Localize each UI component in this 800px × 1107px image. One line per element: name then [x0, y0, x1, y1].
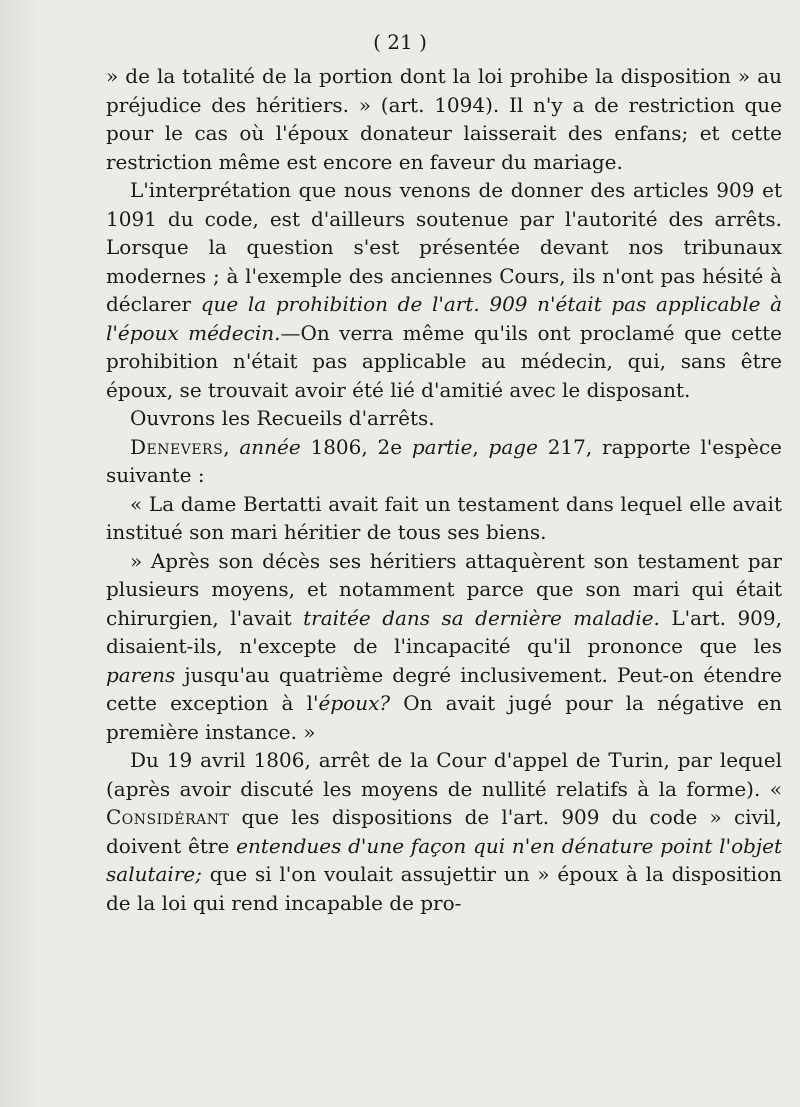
paragraph-7	[106, 746, 782, 917]
p6-italic-b: traitée dans sa dernière maladie.	[303, 605, 660, 630]
paragraph-4	[106, 433, 782, 490]
p4-year-label: année	[239, 434, 301, 459]
paragraph-2-text-c: —On verra même qu'ils ont proclamé que cette prohibition n'était pas applicable au médecin, qui, sans être époux, se trouvait avoir été lié d'amitié avec le disposant.	[106, 320, 782, 402]
p7-considerant: Considérant	[106, 805, 230, 829]
body-text	[106, 62, 782, 917]
p6-italic-d: parens	[106, 662, 176, 687]
p6-italic-f: époux?	[318, 691, 391, 715]
p4-sep-a: ,	[223, 434, 240, 459]
p4-page-label: page	[488, 434, 538, 459]
paragraph-6	[106, 547, 782, 747]
p6-text-c: L'art. 909, disaient-ils, n'excepte de l'incapacité qu'il prononce que les	[106, 605, 782, 658]
paragraph-5: « La dame Bertatti avait fait un testament dans lequel elle avait institué son mari héritier de tous ses biens.	[106, 491, 782, 544]
paragraph-1: » de la totalité de la portion dont la loi prohibe la disposition » au préjudice des héritiers. » (art. 1094). Il n'y a de restriction que pour le cas où l'époux donateur laisserait des enfans; et cette restriction même est encore en faveur du mariage.	[106, 64, 782, 174]
page-number: ( 21 )	[373, 30, 427, 54]
paragraph-2	[106, 176, 782, 404]
p4-text-d: 217, rapporte l'espèce suivante :	[106, 434, 783, 487]
paragraph-2-text-a: L'interprétation que nous venons de donner des articles 909 et 1091 du code, est d'ailleurs soutenue par l'autorité des arrêts. Lorsque la question s'est présentée devant nos tribunaux modernes ; à l'exemple des anciennes Cours, ils n'ont pas hésité à déclarer	[106, 178, 782, 316]
p7-text-e: que si l'on voulait assujettir un » époux à la disposition de la loi qui rend incapable de pro-	[106, 862, 782, 915]
paragraph-2-italic: que la prohibition de l'art. 909 n'était pas applicable à l'époux médecin.	[106, 292, 782, 345]
p7-text-c: que les dispositions de l'art. 909 du code » civil, doivent être	[106, 805, 782, 858]
p4-sep-c: ,	[472, 434, 489, 459]
p6-text-g: On avait jugé pour la négative en première instance. »	[106, 691, 782, 744]
p7-italic-d: entendues d'une façon qui n'en dénature point l'objet salutaire;	[106, 833, 782, 886]
p6-text-e: jusqu'au quatrième degré inclusivement. Peut-on étendre cette exception à l'	[106, 662, 782, 715]
author-name: Denevers	[130, 434, 224, 459]
p4-text-b: 1806, 2e	[300, 434, 412, 459]
p7-text-a: Du 19 avril 1806, arrêt de la Cour d'appel de Turin, par lequel (après avoir discuté les moyens de nullité relatifs à la forme). «	[106, 748, 782, 801]
paragraph-3: Ouvrons les Recueils d'arrêts.	[130, 406, 435, 430]
p4-part-label: partie	[411, 434, 473, 459]
p6-text-a: » Après son décès ses héritiers attaquèrent son testament par plusieurs moyens, et notamment parce que son mari qui était chirurgien, l'avait	[106, 548, 782, 630]
